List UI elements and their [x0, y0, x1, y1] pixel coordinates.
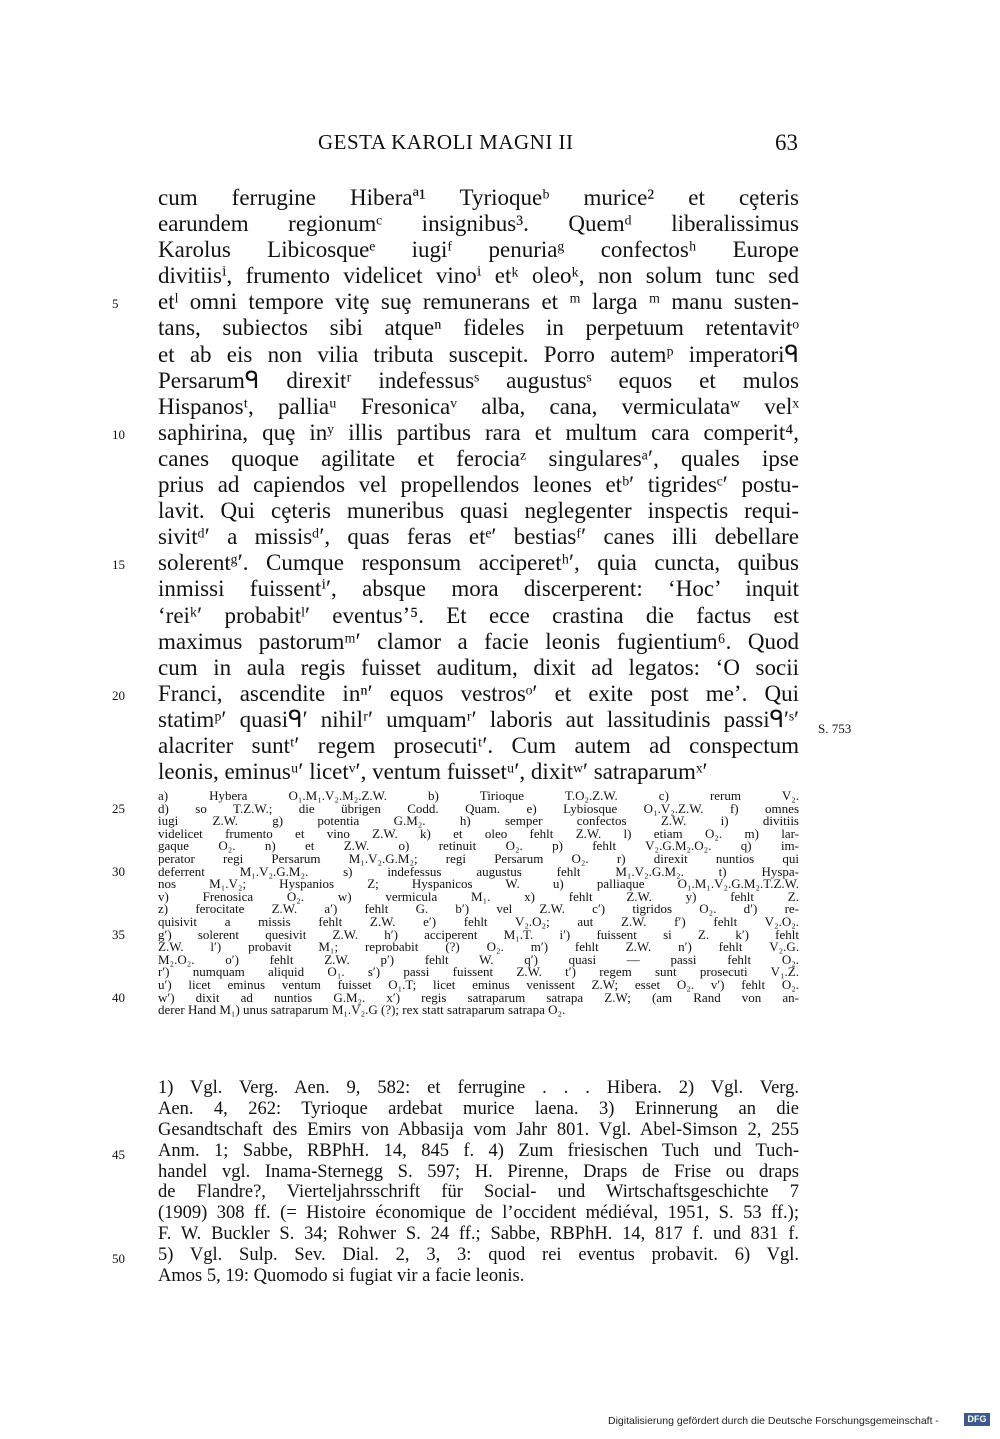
line-text: Z.W. l′) probavit M₁; reprobabit (?) O₂. m′) fehlt Z.W. n′) fehlt V₂.G. [158, 939, 799, 955]
line-text: nos M₁.V₂; Hyspanios Z; Hyspanicos W. u) palliaque O₁.M₁.V₂.G.M₂.T.Z.W. [158, 876, 799, 892]
footnote-line [158, 1120, 799, 1141]
line-number: 50 [112, 1251, 125, 1267]
line-text: v) Frenosica O₂. w) vermicula M₁. x) fehlt Z.W. y) fehlt Z. [158, 888, 799, 904]
line-text: handel vgl. Inama-Sternegg S. 597; H. Pirenne, Draps de Frise ou draps [158, 1161, 799, 1182]
line-text: 1) Vgl. Verg. Aen. 9, 582: et ferrugine . . . Hibera. 2) Vgl. Verg. [158, 1078, 799, 1098]
line-text: deferrent M₁.V₂.G.M₂. s) indefessus augustus fehlt M₁.V₂.G.M₂. t) Hyspa- [158, 863, 799, 879]
line-text: Hispanosᵗ, palliaᵘ Fresonicaᵛ alba, cana, vermiculataʷ velˣ [158, 393, 799, 419]
line-number: 30 [112, 863, 125, 879]
line-number: 10 [112, 426, 125, 442]
footer-credit: Digitalisierung gefördert durch die Deutsche Forschungsgemeinschaft - [608, 1415, 939, 1427]
running-title: GESTA KAROLI MAGNI II [318, 130, 574, 154]
line-text: etˡ omni tempore vitȩ suȩ remunerans et ᵐ larga ᵐ manu susten- [158, 289, 799, 315]
line-text: alacriter suntᵗ′ regem prosecutiᵗ′. Cum autem ad conspectum [158, 732, 799, 758]
line-number: 20 [112, 687, 125, 703]
footnote-line [158, 1266, 799, 1287]
line-number: 25 [112, 800, 125, 816]
line-text: Franci, ascendite inⁿ′ equos vestrosᵒ′ et exite post me’. Qui [158, 680, 799, 706]
line-text: iugi Z.W. g) potentia G.M₂. h) semper confectos Z.W. i) divitiis [158, 813, 799, 829]
line-text: cum in aula regis fuisset auditum, dixit ad legatos: ‘O socii [158, 654, 799, 680]
text-line [158, 524, 799, 550]
line-number: 5 [112, 296, 119, 312]
line-text: Amos 5, 19: Quomodo si fugiat vir a facie leonis. [158, 1266, 525, 1287]
text-line [158, 603, 799, 629]
line-text: 5) Vgl. Sulp. Sev. Dial. 2, 3, 3: quod rei eventus probavit. 6) Vgl. [158, 1245, 799, 1266]
line-text: maximus pastorumᵐ′ clamor a facie leonis fugientium⁶. Quod [158, 628, 799, 654]
line-text: Karolus Libicosqueᵉ iugiᶠ penuriaᵍ confectosʰ Europe [158, 237, 799, 263]
line-text: gaque O₂. n) et Z.W. o) retinuit O₂. p) fehlt V₂.G.M₂.O₂. q) im- [158, 838, 799, 854]
text-line [158, 237, 799, 263]
text-line [158, 629, 799, 655]
text-line [158, 472, 799, 498]
line-text: u′) licet eminus ventum fuisset O₁.T; licet eminus venissent Z.W; esset O₂. v′) fehlt O₂. [158, 976, 799, 992]
line-text: Aen. 4, 262: Tyrioque ardebat murice laena. 3) Erinnerung an die [158, 1098, 799, 1119]
main-text [112, 185, 799, 785]
line-text: cum ferrugine Hiberaª¹ Tyrioqueᵇ murice² et cȩteris [158, 185, 799, 210]
text-line [158, 707, 799, 733]
line-text: derer Hand M₁) unus satraparum M₁.V₂.G (?); rex statt satraparum satrapa O₂. [158, 1002, 566, 1018]
text-line [158, 315, 799, 341]
line-number: 35 [112, 926, 125, 942]
text-line [158, 498, 799, 524]
footnote-line [158, 1099, 799, 1120]
line-text: lavit. Qui cȩteris muneribus quasi neglegenter inspectis requi- [158, 498, 799, 524]
text-line [158, 655, 799, 681]
text-line [112, 289, 799, 315]
footnote-line [158, 1224, 799, 1245]
line-text: perator regi Persarum M₁.V₂.G.M₂; regi Persarum O₂. r) direxit nuntios qui [158, 850, 799, 866]
page-header [318, 130, 798, 160]
dfg-logo-text: DFG [967, 1414, 987, 1424]
line-text: M₂.O₂. o′) fehlt Z.W. p′) fehlt W. q′) quasi — passi fehlt O₂. [158, 951, 799, 967]
line-text: solerentᵍ′. Cumque responsum acciperetʰ′, quia cuncta, quibus [158, 550, 799, 576]
line-text: Anm. 1; Sabbe, RBPhH. 14, 845 f. 4) Zum friesischen Tuch und Tuch- [158, 1140, 799, 1161]
footnote-line [112, 1245, 799, 1267]
line-text: d) so T.Z.W.; die übrigen Codd. Quam. e) Lybiosque O₁.V₂.Z.W. f) omnes [158, 800, 799, 816]
text-line [158, 759, 799, 785]
text-line [158, 576, 799, 602]
line-text: canes quoque agilitate et ferociaᶻ singularesᵃ′, quales ipse [158, 445, 799, 471]
line-text: inmissi fuissentⁱ′, absque mora discerperent: ‘Hoc’ inquit [158, 576, 799, 602]
footnote-line [158, 1162, 799, 1183]
line-number: 15 [112, 557, 125, 573]
line-text: divitiisⁱ, frumento videlicet vinoⁱ etᵏ oleoᵏ, non solum tunc sed [158, 263, 799, 289]
line-text: saphirina, quȩ inʸ illis partibus rara et multum cara comperit⁴, [158, 419, 799, 445]
footnote-line [158, 1078, 799, 1099]
footnote-line [112, 1140, 799, 1162]
line-number: 40 [112, 989, 125, 1005]
line-text: earundem regionumᶜ insignibus³. Quemᵈ liberalissimus [158, 211, 799, 237]
line-number: 45 [112, 1146, 125, 1162]
text-line [158, 394, 799, 420]
line-text: Gesandtschaft des Emirs von Abbasija vom Jahr 801. Vgl. Abel-Simson 2, 255 [158, 1119, 799, 1140]
line-text: leonis, eminusᵘ′ licetᵛ′, ventum fuissetᵘ′, dixitʷ′ satraparumˣ′ [158, 759, 708, 785]
footnote-line [158, 1182, 799, 1203]
text-line [158, 368, 799, 394]
text-line [112, 419, 799, 446]
footnote-line [158, 1203, 799, 1224]
text-line [112, 680, 799, 707]
line-text: ‘reiᵏ′ probabitˡ′ eventus’⁵. Et ecce crastina die factus est [158, 602, 799, 628]
text-line [158, 446, 799, 472]
line-text: videlicet frumento et vino Z.W. k) et oleo fehlt Z.W. l) etiam O₂. m) lar- [158, 825, 799, 841]
text-line [158, 211, 799, 237]
line-text: prius ad capiendos vel propellendos leones etᵇ′ tigridesᶜ′ postu- [158, 472, 799, 498]
text-line [158, 342, 799, 368]
line-text: tans, subiectos sibi atqueⁿ fideles in perpetuum retentavitᵒ [158, 315, 799, 341]
line-text: statimᵖ′ quasiᑫ′ nihilʳ′ umquamʳ′ laboris aut lassitudinis passiᑫ′ˢ′ [158, 706, 799, 732]
apparatus-line [158, 1004, 799, 1017]
text-line [158, 733, 799, 759]
line-text: F. W. Buckler S. 34; Rohwer S. 24 ff.; Sabbe, RBPhH. 14, 817 f. und 831 f. [158, 1224, 799, 1245]
footnotes [112, 1078, 799, 1287]
line-text: de Flandre?, Vierteljahrsschrift für Social- und Wirtschaftsgeschichte 7 [158, 1182, 799, 1203]
text-line [158, 185, 799, 211]
dfg-logo [964, 1413, 990, 1426]
line-text: sivitᵈ′ a missisᵈ′, quas feras etᵉ′ bestiasᶠ′ canes illi debellare [158, 524, 799, 550]
text-line [112, 550, 799, 576]
line-text: g′) solerent quesivit Z.W. h′) acciperent M₁.T. i′) fuissent si Z. k′) fehlt [158, 926, 799, 942]
page-number: 63 [775, 130, 798, 155]
line-text: (1909) 308 ff. (= Histoire économique de l’occident médiéval, 1951, S. 53 ff.); [158, 1203, 799, 1224]
critical-apparatus [112, 788, 799, 1018]
text-line [158, 263, 799, 289]
line-text: quisivit a missis fehlt Z.W. e′) fehlt V₂.O₂; aut Z.W. f′) fehlt V₂.O₂. [158, 913, 799, 929]
line-text: a) Hybera O₁.M₁.V₂.M₂.Z.W. b) Tirioque T.O₂.Z.W. c) rerum V₂. [158, 788, 799, 803]
line-text: z) ferocitate Z.W. a′) fehlt G. b′) vel Z.W. c′) tigridos O₂. d′) re- [158, 901, 799, 917]
line-text: w′) dixit ad nuntios G.M₂. x′) regis satraparum satrapa Z.W; (am Rand von an- [158, 989, 799, 1005]
line-text: et ab eis non vilia tributa suscepit. Porro autemᵖ imperatoriᑫ [158, 341, 799, 367]
line-text: r′) numquam aliquid O₁. s′) passi fuissent Z.W. t′) regem sunt prosecuti V₁.Z. [158, 964, 799, 980]
margin-note: S. 753 [818, 721, 852, 736]
line-text: Persarumᑫ direxitʳ indefessusˢ augustusˢ equos et mulos [158, 367, 799, 393]
